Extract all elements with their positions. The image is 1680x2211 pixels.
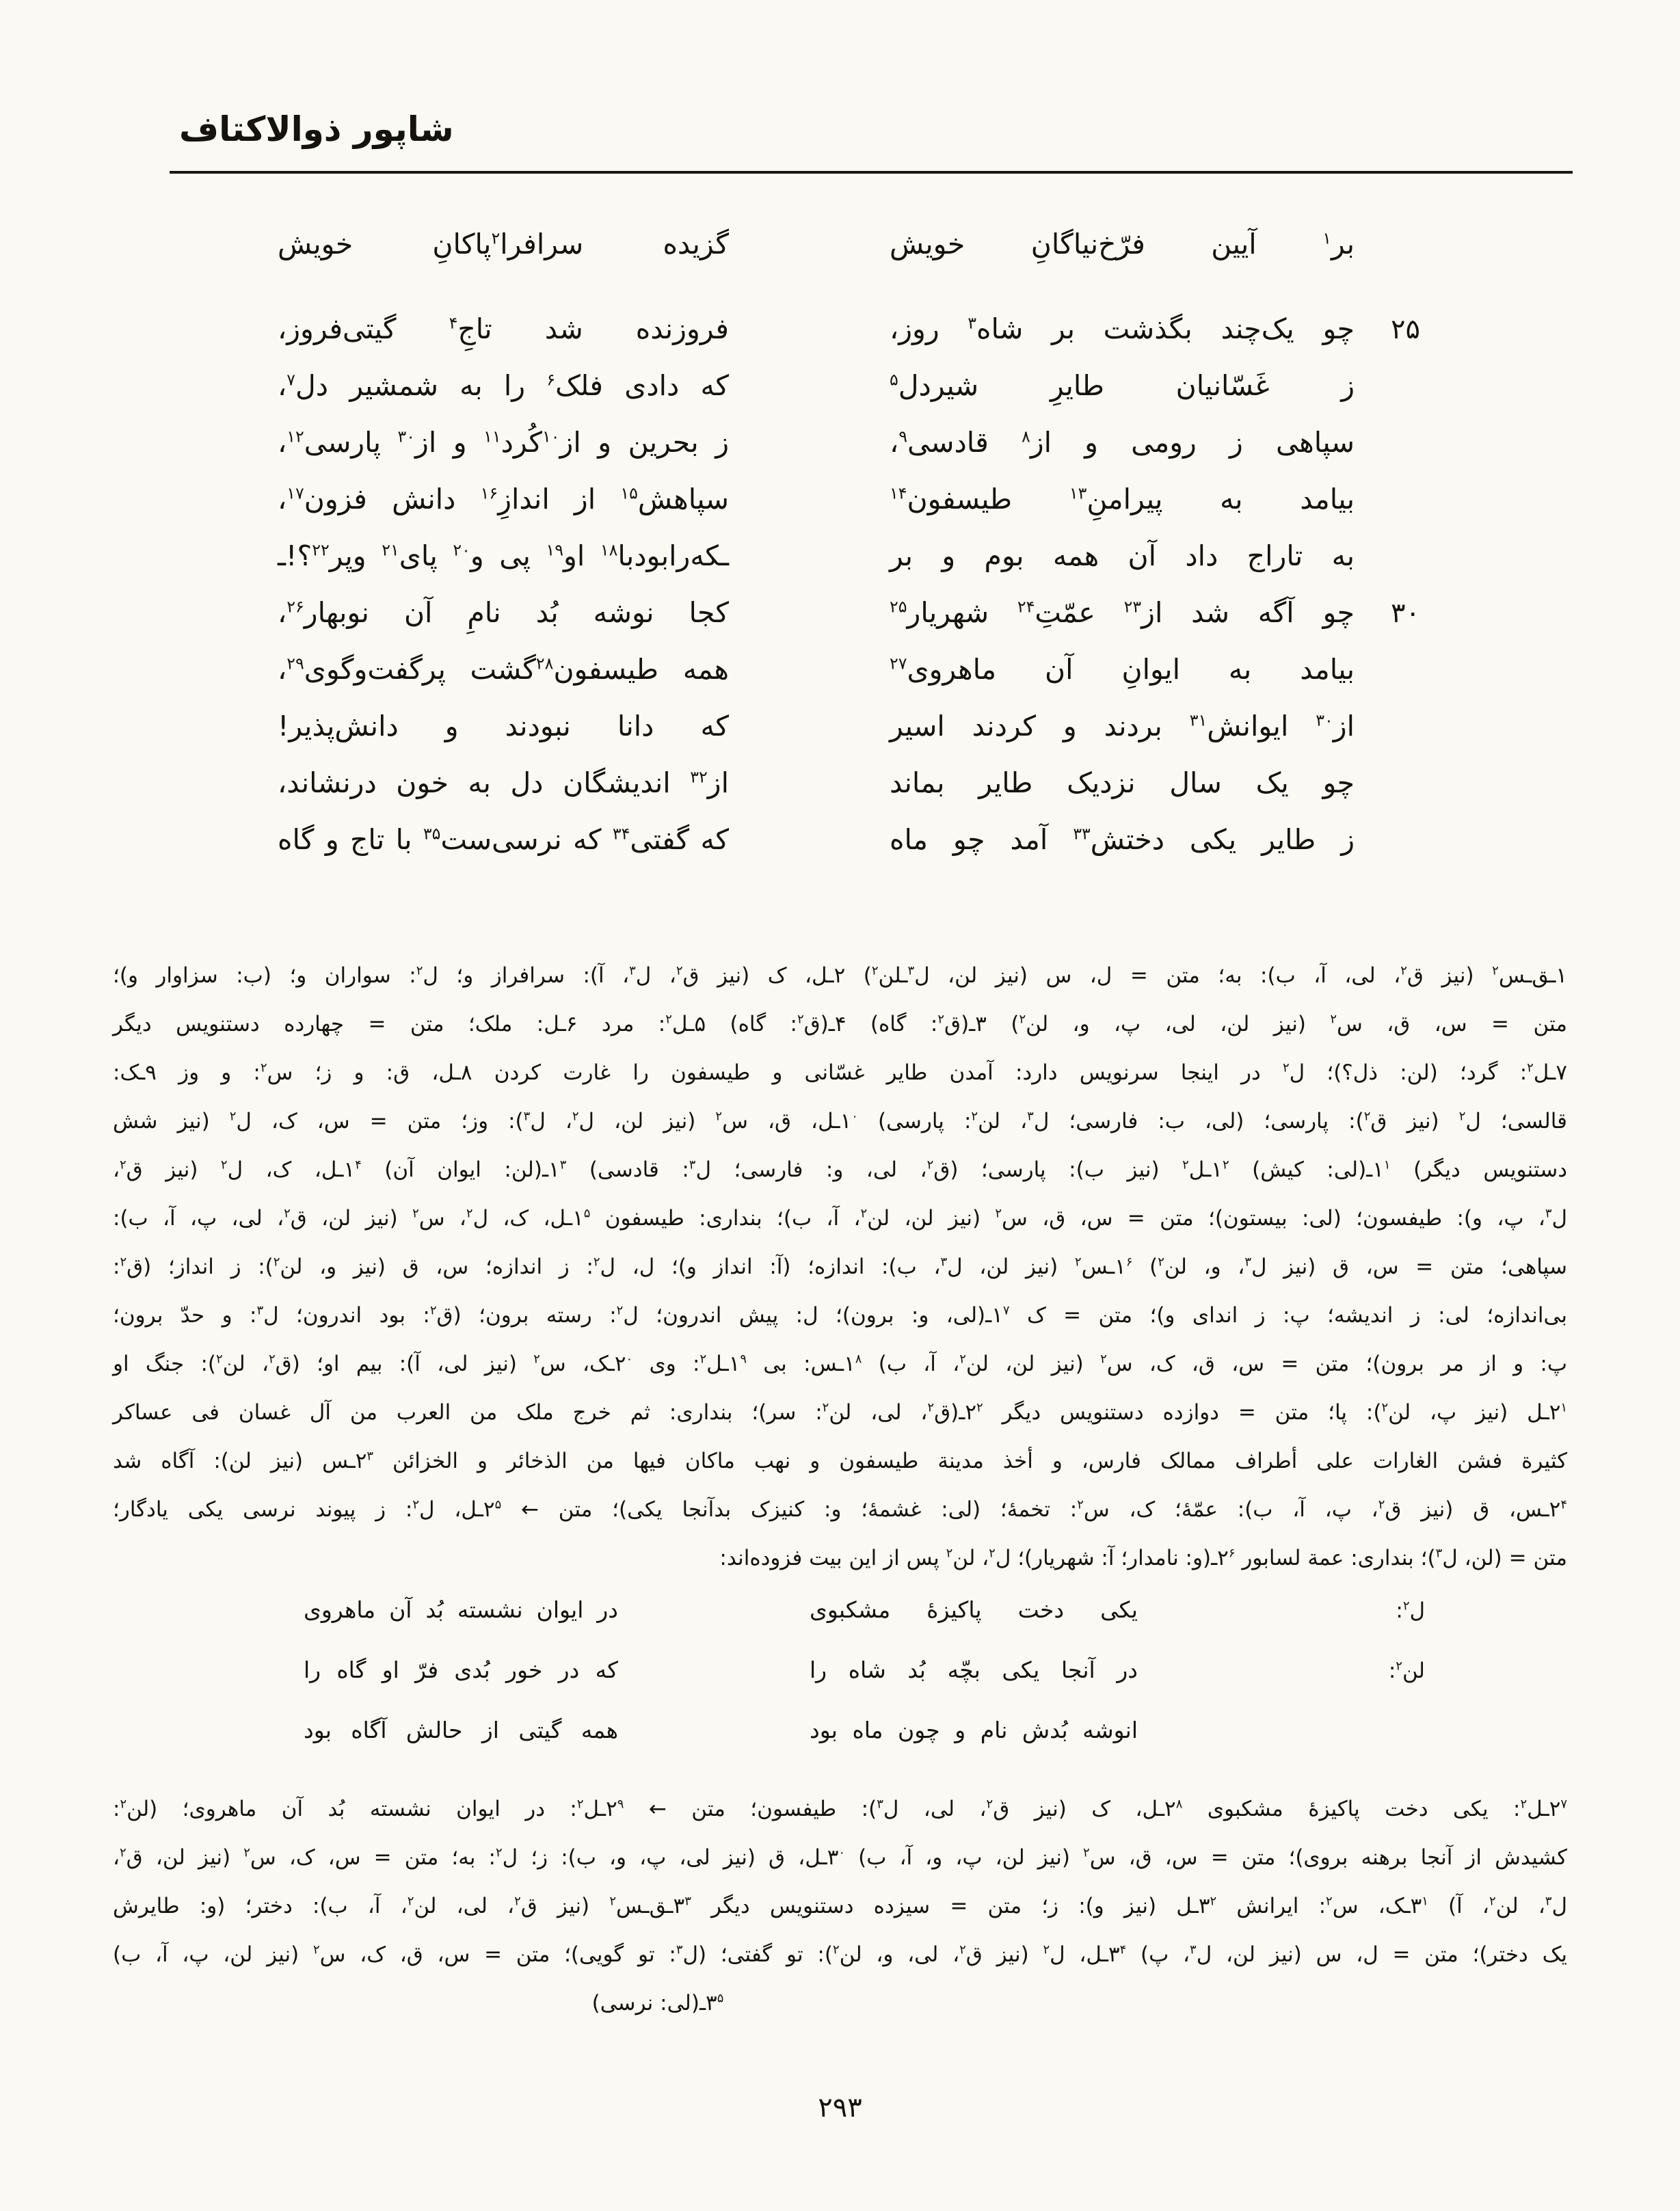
apparatus-line: ل$^۳$، لن$^۲$، آ) $۳^۱ـک،$ س$^۲$: ایرانش $۳^۲ـل$ (نیز و): ز؛ متن = سیزده دستنویس دیگر $۳^۳ـق‌ـس^۲$ (نیز ق$^۲$، لی، لن$^۲$، آ، ب): دختر؛ (و: طایرش xyxy=(113,1894,1568,1918)
apparatus-line: $۲^۴ـس،$ ق (نیز ق$^۲$، پ، آ، ب): عمّهٔ؛ ک، س$^۲$: تخمهٔ؛ (لی: غشمهٔ؛ و: کنیزک بدآنجا یکی)؛ متن ← $۲^۵ـل،$ ل$^۲$: ز پیوند نرسی یکی یادگار؛ xyxy=(113,1497,1567,1522)
quote-siglum-label: ل$^۲$: xyxy=(1396,1598,1425,1623)
page-number: ۲۹۳ xyxy=(818,2092,862,2123)
verse-row xyxy=(237,368,1420,403)
hemistich-right: بیامد به ایوانِ آن ماهروی$^{۲۷}$ xyxy=(890,653,1355,686)
quote-siglum-label: لن$^۲$: xyxy=(1388,1659,1425,1683)
quote-hemistich-right: در آنجا یکی بچّه بُد شاه را xyxy=(810,1657,1138,1683)
quote-hemistich-left: در ایوان نشسته بُد آن ماهروی xyxy=(304,1596,618,1623)
hemistich-right: ز طایر یکی دختش$^{۳۳}$ آمد چو ماه xyxy=(890,823,1355,856)
quote-hemistich-left: همه گیتی از حالش آگاه بود xyxy=(304,1717,618,1743)
hemistich-left: که دادی فلک$^۶$ را به شمشیر دل$^۷$، xyxy=(278,369,729,402)
hemistich-right: چو یک سال نزدیک طایر بماند xyxy=(890,766,1355,799)
hemistich-left: کجا نوشه بُد نامِ آن نوبهار$^{۲۶}$، xyxy=(278,596,729,629)
apparatus-quote-row xyxy=(113,1715,1567,1776)
apparatus-line: کشیدش از آنجا برهنه بروی)؛ متن = س، ق، س$^۲$ (نیز لن، پ، و، آ، ب) $۳^۰ـل،$ ق (نیز لی، پ، و، ب): ز؛ ل$^۲$: به؛ متن = س، ک، س$^۲$ (نیز لن، ق$^۲$، xyxy=(113,1845,1567,1870)
apparatus-line: $۲^۱ـل$ (نیز پ، لن$^۲$): پا؛ متن = دوازده دستنویس دیگر $۲^۲ـ(ق^۲،$ لی، لن$^۲$: سر)؛ بنداری: ثم خرج ملک من العرب من آل غسان فی عساکر xyxy=(113,1400,1567,1425)
hemistich-left: همه طیسفون$^{۲۸}$گشت پرگفت‌وگوی$^{۲۹}$، xyxy=(278,653,729,686)
quote-hemistich-right: انوشه بُدش نام و چون ماه بود xyxy=(810,1717,1138,1743)
quote-hemistich-left: که در خور بُدی فرّ او گاه را xyxy=(304,1657,618,1683)
apparatus-line: ل$^۳$، پ، و): طیفسون؛ (لی: بیستون)؛ متن = س، ق، س$^۲$ (نیز لن، لن$^۲$، آ، ب)؛ بنداری: طیسفون $۱^۵ـل،$ ک، ل$^۲$، س$^۲$ (نیز لن، ق$^۲$، لی، پ، آ، ب): xyxy=(113,1206,1568,1231)
verse-row xyxy=(237,312,1420,346)
apparatus-line: قالسی؛ ل$^۲$ (نیز ق$^۲$): پارسی؛ (لی، ب: فارسی؛ ل$^۳$، لن$^۲$: پارسی) $۱^۰ـل،$ ق، س$^۲$ (نیز لن، ل$^۲$، ل$^۳$): وز؛ متن = س، ک، ل$^۲$ (نیز شش xyxy=(113,1109,1567,1134)
verse-row xyxy=(237,822,1420,857)
verse-row xyxy=(237,709,1420,743)
verse-number: ۲۵ xyxy=(1391,314,1420,345)
apparatus-line: کثیرة فشن الغارات علی أطراف ممالک فارس، و أخذ مدینة طیسفون و نهب ماکان فیها من الذخائر و الخزائن $۲^۳ـس$ (نیز لن): آگاه شد xyxy=(113,1449,1567,1473)
verse-row xyxy=(237,766,1420,800)
apparatus-line: $۲^۷ـل^۲$: یکی دخت پاکیزهٔ مشکبوی $۲^۸ـل،$ ک (نیز ق$^۲$، لی، ل$^۳$): طیفسون؛ متن ← $۲^۹ـل^۲$: در ایوان نشسته بُد آن ماهروی؛ (لن$^۲$: xyxy=(113,1797,1567,1821)
verse-number: ۳۰ xyxy=(1391,598,1420,629)
hemistich-left: که گفتی$^{۳۴}$ که نرسی‌ست$^{۳۵}$ با تاج و گاه xyxy=(278,823,729,856)
hemistich-right: به تاراج داد آن همه بوم و بر xyxy=(890,539,1355,572)
apparatus-line: یک دختر)؛ متن = ل، س (نیز لن، ل$^۳$، پ) $۳^۴ـل،$ ل$^۲$ (نیز ق$^۲$، لی، و، لن$^۲$): تو گفتی؛ (ل$^۳$: تو گویی)؛ متن = س، ق، ک، س$^۲$ (نیز لن، پ، آ، ب) xyxy=(113,1942,1567,1967)
hemistich-left: ز بحرین و از$^{۱۰}$کُرد$^{۱۱}$ و از$^{۳۰}$ پارسی$^{۱۲}$، xyxy=(278,426,729,459)
hemistich-right: سپاهی ز رومی و از$^۸$ قادسی$^۹$، xyxy=(890,426,1355,459)
verse-row xyxy=(237,595,1420,630)
critical-apparatus xyxy=(113,952,1567,2028)
verse-row xyxy=(237,482,1420,516)
verse-row xyxy=(237,652,1420,686)
hemistich-left: فروزنده شد تاجِ$^۴$ گیتی‌فروز، xyxy=(278,312,729,345)
hemistich-left: گزیده سرافرا$^۲$پاکانِ خویش xyxy=(278,228,729,260)
hemistich-left: از$^{۳۲}$ اندیشگان دل به خون درنشاند، xyxy=(278,766,729,799)
verse-row xyxy=(237,227,1420,261)
poem-block xyxy=(237,227,1420,879)
apparatus-last-line: $۳^۵ـ(لی$: نرسی) xyxy=(591,1991,724,2015)
apparatus-quoted-verses xyxy=(113,1595,1567,1776)
quote-hemistich-right: یکی دخت پاکیزهٔ مشکبوی xyxy=(810,1596,1138,1623)
apparatus-line: متن = س، ق، س$^۲$ (نیز لن، لی، پ، و، لن$^۲$) ۳ـ(ق$^۲$: گاه) ۴ـ(ق$^۲$: گاه) ۵ـل$^۲$: مرد ۶ـل: ملک؛ متن = چهارده دستنویس دیگر xyxy=(113,1012,1568,1036)
running-head-title: شاپور ذوالاکتاف xyxy=(179,109,454,149)
hemistich-right: چو آگه شد از$^{۲۳}$ عمّتِ$^{۲۴}$ شهریار$^{۲۵}$ xyxy=(890,596,1355,629)
hemistich-right: از$^{۳۰}$ ایوانش$^{۳۱}$ بردند و کردند اسیر xyxy=(890,710,1355,742)
hemistich-right: چو یک‌چند بگذشت بر شاه$^۳$ روز، xyxy=(890,312,1355,345)
hemistich-right: بر$^۱$ آیین فرّخ‌نیاگانِ خویش xyxy=(890,228,1355,260)
apparatus-line: سپاهی؛ متن = س، ق (نیز ل$^۳$، و، لن$^۲$) $۱^۶ـس^۲$ (نیز لن، ل$^۳$، ب): اندازه؛ (آ: انداز و)؛ ل، ل$^۲$: ز اندازه؛ س، ق (نیز و، لن$^۲$): ز انداز؛ (ق$^۲$: xyxy=(113,1255,1567,1279)
header-rule xyxy=(170,171,1573,174)
hemistich-right: بیامد به پیرامنِ$^{۱۳}$ طیسفون$^{۱۴}$ xyxy=(890,483,1355,515)
apparatus-line: پ: و از مر برون)؛ متن = س، ق، ک، س$^۲$ (نیز لن، لن$^۲$، آ، ب) $۱^۸ـس$: بی $۱^۹ـل^۲$: وی $۲^۰ـک،$ س$^۲$ (نیز لی، آ): بیم او؛ (ق$^۲$، لن$^۲$): جنگ او xyxy=(113,1352,1568,1376)
hemistich-left: که دانا نبودند و دانش‌پذیر! xyxy=(278,710,729,742)
apparatus-line: ۷ـل$^۲$: گرد؛ (لن: ذل؟)؛ ل$^۲$ در اینجا سرنویس دارد: آمدن طایر غسّانی و طیسفون را غارت کردن ۸ـل، ق: و ز؛ س$^۲$: و وز ۹ـک: xyxy=(113,1060,1568,1085)
apparatus-quote-row xyxy=(113,1595,1567,1655)
verse-row xyxy=(237,539,1420,573)
apparatus-line: بی‌اندازه؛ لی: ز اندیشه؛ پ: ز اندای و)؛ متن = ک $۱^۷ـ(لی،$ و: برون)؛ ل: پیش اندرون؛ ل$^۲$: رسته برون؛ (ق$^۲$: بود اندرون؛ ل$^۳$: و حدّ برون؛ xyxy=(113,1303,1567,1328)
apparatus-line: متن = (لن، ل$^۳$)؛ بنداری: عمة لسابور $۲^۶ـ(و$: نامدار؛ آ: شهریار)؛ ل$^۲$، لن$^۲$ پس از این بیت فزوده‌اند: xyxy=(719,1546,1567,1570)
verse-row xyxy=(237,425,1420,459)
hemistich-left: سپاهش$^{۱۵}$ از اندازِ$^{۱۶}$ دانش فزون$^{۱۷}$، xyxy=(278,483,729,515)
hemistich-right: ز غَسّانیان طایرِ شیردل$^۵$ xyxy=(890,369,1355,402)
apparatus-line: دستنویس دیگر) $۱^۱ـ(لی$: کیش) $۱^۲ـل^۲$ (نیز ب): پارسی؛ (ق$^۲$، لی، و: فارسی؛ ل$^۳$: قادسی) $۱^۳ـ(لن$: ایوان آن) $۱^۴ـل،$ ک، ل$^۲$ (نیز ق$^۲$، xyxy=(113,1157,1567,1182)
hemistich-left: ـکه‌رابودبا$^{۱۸}$ او$^{۱۹}$ پی و$^{۲۰}$ پای$^{۲۱}$ وپر$^{۲۲}$؟!ـ xyxy=(278,539,729,572)
apparatus-quote-row xyxy=(113,1655,1567,1715)
apparatus-line: ۱ـق‌ـس$^۲$ (نیز ق$^۲$، لی، آ، ب): به؛ متن = ل، س (نیز لن، ل$^۳$ـلن$^۲$) ۲ـل، ک (نیز ق$^۲$، ل$^۳$، آ): سرافراز و؛ ل$^۲$: سواران و؛ (ب: سزاوار و)؛ xyxy=(113,963,1568,988)
